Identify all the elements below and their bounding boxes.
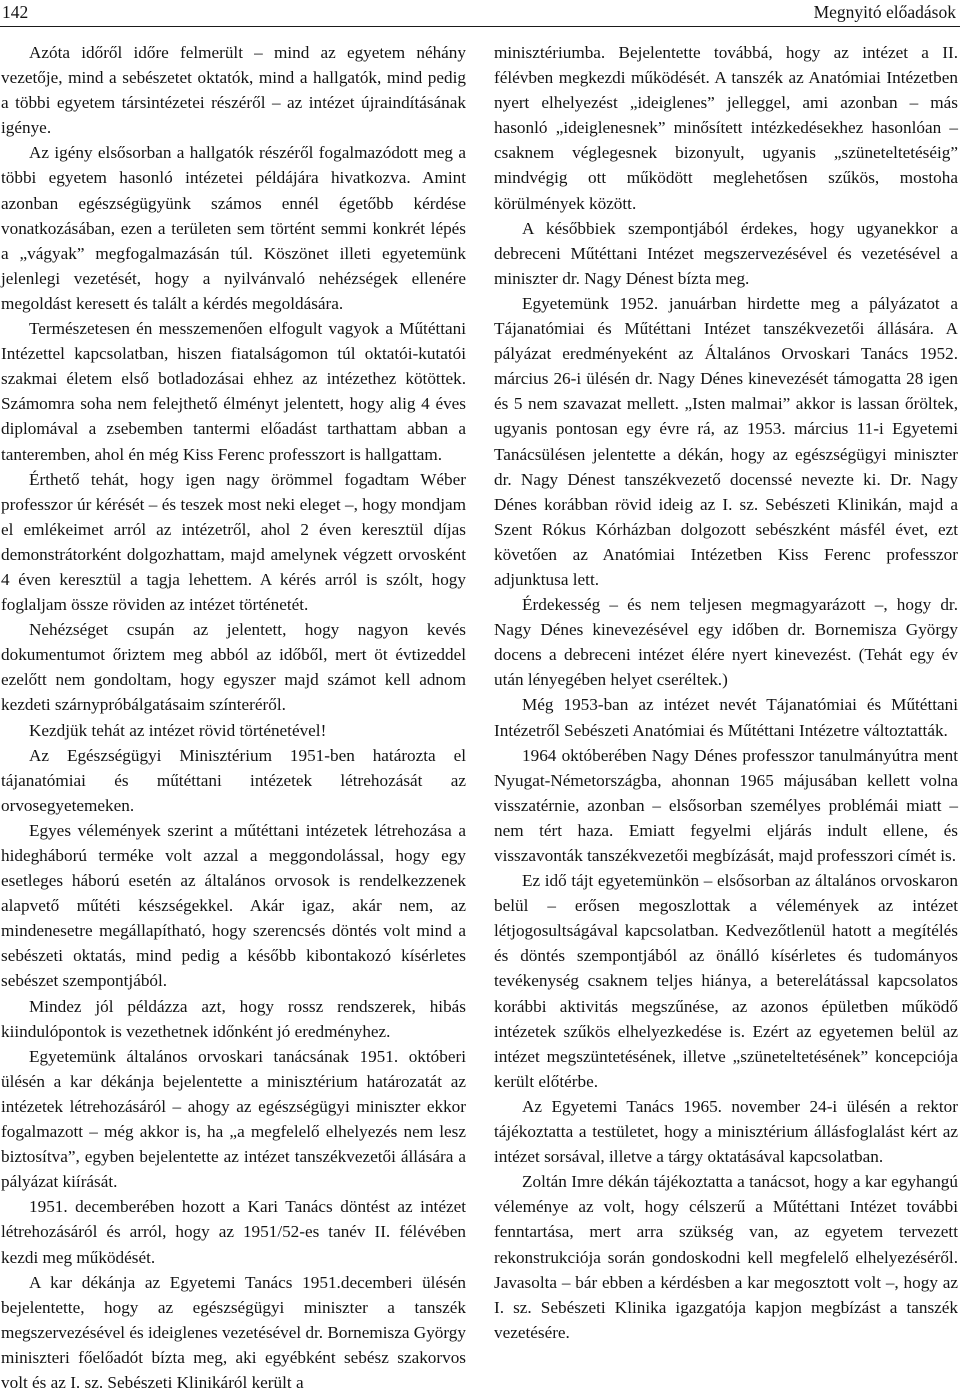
right-column [494, 40, 958, 1345]
paragraph: Egyetemünk általános orvoskari tanácsának 1951. októberi ülésén a kar dékánja bejelentette a minisztérium határozatát az intézetek létrehozásáról – ahogy az egészségügyi miniszter ekkor fogalmazott – még akkor is, ha „a megfelelő elhelyezés nem lesz biztosítva”, egyben bejelentette az intézet tanszékvezetői állására a pályázat kiírását. [1, 1046, 466, 1192]
paragraph: Egyes vélemények szerint a műtéttani intézetek létrehozása a hidegháború terméke volt azzal a meggondolással, hogy egy esetleges háború esetén az általános orvosok is rendelkezzenek alapvető műtéti készségekkel. Akár igaz, akár nem, az mindenesetre megállapítható, hogy szerencsés döntés volt mind a sebészeti oktatás, mind pedig a később kibontakozó kísérletes sebészet szempontjából. [1, 820, 466, 991]
left-column [1, 40, 466, 1395]
running-title: Megnyitó előadások [813, 2, 956, 22]
paragraph: Érdekesség – és nem teljesen megmagyarázott –, hogy dr. Nagy Dénes kinevezésével egy időben dr. Bornemisza György docens a debreceni intézet élére nyert kinevezést. (Tehát egy év után lényegében helyet cseréltek.) [494, 595, 958, 690]
paragraph: Az Egészségügyi Minisztérium 1951-ben határozta el tájanatómiai és műtéttani intézetek létrehozását az orvosegyetemeken. [1, 745, 466, 815]
paragraph: 1964 októberében Nagy Dénes professzor tanulmányútra ment Nyugat-Németországba, ahonnan 1965 májusában kellett volna visszatérnie, azonban – elsősorban személyes problémái miatt – nem tért haza. Emiatt fegyelmi eljárás indult ellene, és visszavonták tanszékvezetői megbízását, majd professzori címét is. [494, 745, 958, 865]
paragraph: Mindez jól példázza azt, hogy rossz rendszerek, hibás kiindulópontok is vezethetnek időnként jó eredményhez. [1, 996, 466, 1041]
paragraph: Ez idő tájt egyetemünkön – elsősorban az általános orvoskaron belül – erősen megoszlottak a vélemények az intézet létjogosultságával kapcsolatban. Kedvezőtlenül hatott a megítélés és döntés szempontjából az önálló kísérletes és tudományos tevékenység csaknem teljes hiánya, a beterelátással kapcsolatos korábbi aktivitás megszűnése, az azonos épületben működő intézetek szűkös elhelyezkedése is. Ezért az egyetemen belül az intézet megszüntetésének, illetve „szüneteltetésének” koncepciója került előtérbe. [494, 871, 958, 1091]
paragraph: A kar dékánja az Egyetemi Tanács 1951.decemberi ülésén bejelentette, hogy az egészségügyi miniszter a tanszék megszervezésével és ideiglenes vezetésével dr. Bornemisza György miniszteri főelőadót bízta meg, aki egyébként sebész szakorvos volt és az I. sz. Sebészeti Klinikáról került a [1, 1272, 466, 1392]
paragraph: Természetesen én messzemenően elfogult vagyok a Műtéttani Intézettel kapcsolatban, hiszen fiatalságomon túl oktatói-kutatói szakmai életem első botladozásai ehhez az intézethez kötöttek. Számomra soha nem felejthető élményt jelentett, hogy alig 4 éves diplomával a zsebemben tantermi előadást tarthattam abban a tanteremben, ahol én még Kiss Ferenc professzort is hallgattam. [1, 319, 466, 464]
paragraph: A későbbiek szempontjából érdekes, hogy ugyanekkor a debreceni Műtéttani Intézet megszervezésével és vezetésével a miniszter dr. Nagy Dénest bízta meg. [494, 218, 958, 288]
paragraph: Még 1953-ban az intézet nevét Tájanatómiai és Műtéttani Intézetről Sebészeti Anatómiai és Műtéttani Intézetre változtatták. [494, 695, 958, 740]
paragraph: Nehézséget csupán az jelentett, hogy nagyon kevés dokumentumot őriztem meg abból az időből, mert öt évtizeddel ezelőtt nem gondoltam, hogy egyszer majd számot kell adnom kezdeti szárnypróbálgatásaim színteréről. [1, 620, 466, 715]
paragraph: Egyetemünk 1952. januárban hirdette meg a pályázatot a Tájanatómiai és Műtéttani Intézet tanszékvezetői állására. A pályázat eredményeként az Általános Orvoskari Tanács 1952. március 26-i ülésén dr. Nagy Dénes kinevezését támogatta 28 igen és 5 nem szavazat mellett. „Isten malmai” akkor is lassan őröltek, ugyanis pontosan egy évre rá, az 1953. március 11-i Egyetemi Tanácsülésen jelentette a dékán, hogy az egészségügyi miniszter dr. Nagy Dénest tanszékvezető docenssé nevezte ki. Dr. Nagy Dénes korábban rövid ideig az I. sz. Sebészeti Klinikán, majd a Szent Rókus Kórházban dolgozott sebészként másfél évet, ezt követően az Anatómiai Intézetben Kiss Ferenc professzor adjunktusa lett. [494, 293, 958, 589]
paragraph: Az igény elsősorban a hallgatók részéről fogalmazódott meg a többi egyetem hasonló intézetei példájára hivatkozva. Amint azonban egészségügyünk számos ennél égetőbb kérdése vonatkozásában, ezen a területen sem történt semmi konkrét lépés a „vágyak” megfogalmazásán túl. Köszönet illeti egyetemünk jelenlegi vezetését, hogy a nyilvánvaló nehézségek ellenére megoldást keresett és talált a kérdés megoldására. [1, 143, 466, 313]
page-number: 142 [2, 2, 29, 22]
paragraph: 1951. decemberében hozott a Kari Tanács döntést az intézet létrehozásáról és arról, hogy az 1951/52-es tanév II. félévében kezdi meg működését. [1, 1197, 466, 1267]
paragraph: Kezdjük tehát az intézet rövid történetével! [29, 720, 327, 740]
paragraph-continued: minisztériumba. Bejelentette továbbá, hogy az intézet a II. félévben megkezdi működését. A tanszék az Anatómiai Intézetben nyert elhelyezést „ideiglenes” jelleggel, ami azonban – más hasonló „ideiglenesnek” minősített intézkedésekhez hasonlóan – csaknem véglegesnek bizonyult, ugyanis „szüneteltetéséig” mindvégig ott működött meglehetősen szűkös, mostoha körülmények között. [494, 43, 958, 213]
paragraph: Zoltán Imre dékán tájékoztatta a tanácsot, hogy a kar egyhangú véleménye az volt, hogy célszerű a Műtéttani Intézet további fenntartása, mert arra szükség van, az egyetem tervezett rekonstrukciója során gondoskodni kell megfelelő elhelyezéséről. Javasolta – bár ebben a kérdésben a kar megosztott volt –, hogy az I. sz. Sebészeti Klinika igazgatója kapjon megbízást a tanszék vezetésére. [494, 1172, 958, 1342]
page-header [0, 0, 960, 27]
paragraph: Az Egyetemi Tanács 1965. november 24-i ülésén a rektor tájékoztatta a testületet, hogy a minisztérium állásfoglalást kért az intézet sorsával, illetve a tárgy oktatásával kapcsolatban. [494, 1096, 958, 1167]
paragraph: Azóta időről időre felmerült – mind az egyetem néhány vezetője, mind a sebészetet oktatók, mind a hallgatók, mind pedig a többi egyetem társintézetei részéről – az intézet újraindításának igénye. [1, 43, 466, 138]
paragraph: Érthető tehát, hogy igen nagy örömmel fogadtam Wéber professzor úr kérését – és teszek most neki eleget –, hogy mondjam el emlékeimet arról az intézetről, ahol 2 éven keresztül díjas demonstrátorként dolgozhattam, majd amelynek végzett orvosként 4 éven keresztül a tagja lehettem. A kérés arról is szólt, hogy foglaljam össze röviden az intézet történetét. [1, 469, 466, 615]
